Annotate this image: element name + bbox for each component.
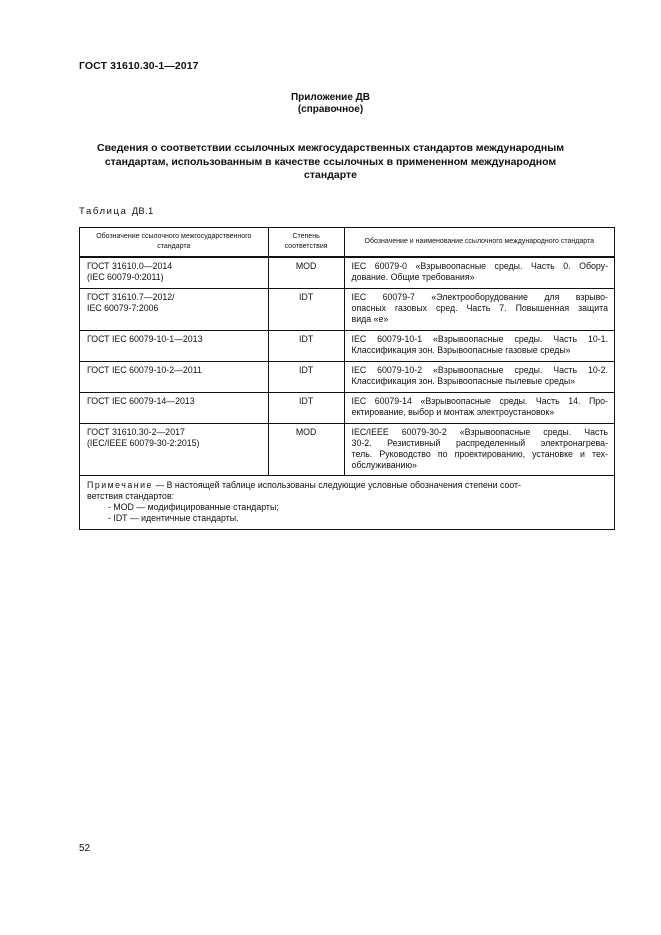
note-item: - IDT — идентичные стандарты. [108, 513, 239, 523]
cell-description: IEC 60079-0 «Взрывоопасные среды. Часть 0. Обору- дование. Общие требования» [344, 257, 614, 289]
cell-description: IEC/IEEE 60079-30-2 «Взрывоопасные среды. Часть 30-2. Резистивный распределенный электронагрева- тель. Руководство по проектированию, установке и тех- обслуживанию» [344, 424, 614, 476]
section-title [90, 142, 571, 183]
note-text: — В настоящей таблице использованы следующие условные обозначения степени соот- [152, 480, 522, 490]
table-note-row [80, 476, 615, 530]
table-row [80, 393, 615, 424]
appendix-subtitle: (справочное) [297, 104, 364, 115]
cell-standard: ГОСТ IEC 60079-10-1—2013 [80, 331, 269, 362]
table-row [80, 362, 615, 393]
cell-standard: ГОСТ IEC 60079-14—2013 [80, 393, 269, 424]
column-header-degree: Степень соответствия [268, 228, 344, 257]
cell-description: IEC 60079-10-2 «Взрывоопасные среды. Часть 10-2. Классификация зон. Взрывоопасные пылевые среды» [344, 362, 614, 393]
section-title-line: Сведения о соответствии ссылочных межгосударственных стандартов международным [97, 142, 564, 154]
cell-degree: IDT [268, 393, 344, 424]
document-id: ГОСТ 31610.30-1—2017 [79, 60, 199, 72]
cell-standard: ГОСТ 31610.30-2—2017 (IEC/IEEE 60079-30-2:2015) [80, 424, 269, 476]
note-item: - MOD — модифицированные стандарты; [108, 502, 279, 512]
column-header-international: Обозначение и наименование ссылочного международного стандарта [344, 228, 614, 257]
cell-degree: MOD [268, 424, 344, 476]
table-row [80, 257, 615, 289]
table-note [80, 476, 615, 530]
cell-description: IEC 60079-14 «Взрывоопасные среды. Часть 14. Про- ектирование, выбор и монтаж электроустановок» [344, 393, 614, 424]
cell-degree: IDT [268, 331, 344, 362]
table-caption-number: ДВ.1 [131, 206, 154, 217]
cell-standard: ГОСТ 31610.7—2012/ IEC 60079-7:2006 [80, 289, 269, 331]
appendix-heading [0, 92, 661, 116]
table-caption [79, 206, 154, 217]
note-text-continued: ветствия стандартов: [87, 491, 175, 501]
cell-degree: MOD [268, 257, 344, 289]
correspondence-table [79, 227, 615, 530]
note-label: Примечание [87, 480, 153, 490]
cell-degree: IDT [268, 362, 344, 393]
table-row [80, 331, 615, 362]
section-title-line: стандарте [304, 169, 357, 181]
table-row [80, 289, 615, 331]
table-row [80, 424, 615, 476]
cell-description: IEC 60079-7 «Электрооборудование для взрыво- опасных газовых сред. Часть 7. Повышенная защита вида «е» [344, 289, 614, 331]
cell-degree: IDT [268, 289, 344, 331]
page-number: 52 [79, 843, 91, 854]
cell-standard: ГОСТ IEC 60079-10-2—2011 [80, 362, 269, 393]
column-header-standard: Обозначение ссылочного межгосударственного стандарта [80, 228, 269, 257]
table-caption-label: Таблица [79, 206, 128, 217]
section-title-line: стандартам, использованным в качестве ссылочных в примененном международном [104, 155, 557, 168]
appendix-title: Приложение ДВ [290, 92, 371, 103]
table-header-row [80, 228, 615, 257]
cell-standard: ГОСТ 31610.0—2014 (IEC 60079-0:2011) [80, 257, 269, 289]
cell-description: IEC 60079-10-1 «Взрывоопасные среды. Часть 10-1. Классификация зон. Взрывоопасные газовые среды» [344, 331, 614, 362]
